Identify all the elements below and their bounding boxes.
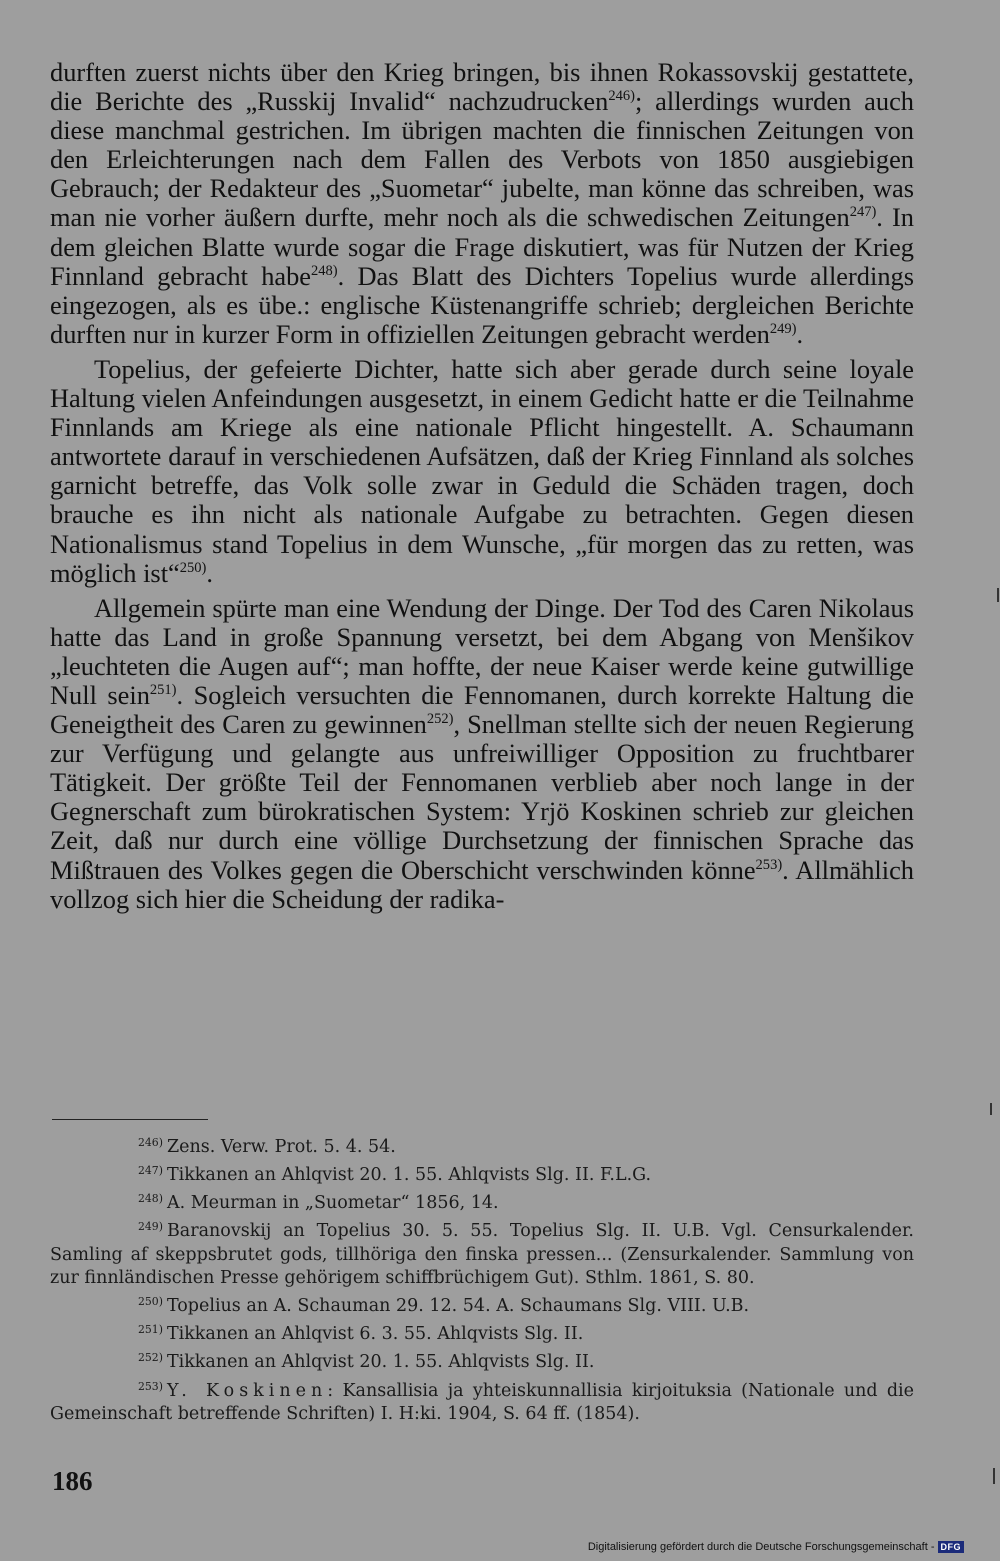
- text-run: Topelius, der gefeierte Dichter, hatte sich aber gerade durch seine loyale Haltung vielen Anfeindungen ausgesetzt, in einem Gedicht hatte er die Teilnahme Finnlands am Kriege als eine nationale Pflicht hingestellt. A. Schaumann antwortete darauf in verschiedenen Aufsätzen, daß der Krieg Finnland als solches garnicht betreffe, das Volk solle zwar in Geduld die Schäden tragen, doch brauche es ihn nicht als nationale Aufgabe zu betrachten. Gegen diesen Nationalismus stand Topelius in dem Wunsche, „für morgen das zu retten, was möglich ist“: [50, 353, 914, 588]
- text-run: . Das Blatt des Dichters Topelius wurde allerdings eingezogen, als es übe.: englische Küstenangriffe schrieb; dergleichen Berichte durften nur in kurzer Form in offiziellen Zeitungen gebracht werden: [50, 260, 914, 349]
- footnote-text: Tikkanen an Ahlqvist 20. 1. 55. Ahlqvists Slg. II.: [166, 1352, 595, 1373]
- footnote-author: Y. Koskinen: [166, 1380, 328, 1401]
- footnote-text: : Kansallisia ja yhteiskunnallisia kirjoituksia (Nationale und die Gemeinschaft betreffende Schriften) I. H:ki. 1904, S. 64 ff. (1854).: [50, 1380, 914, 1424]
- footnote-ref-246[interactable]: 246): [608, 87, 635, 104]
- page-number: 186: [52, 1466, 93, 1496]
- footnote-ref-251[interactable]: 251): [149, 681, 177, 698]
- digitization-footer: [588, 1541, 964, 1553]
- text-run: . Sogleich versuchten die Fennomanen, durch korrekte Haltung die Geneigtheit des Caren zu gewinnen: [50, 679, 914, 740]
- footnote-text: Baranovskij an Topelius 30. 5. 55. Topelius Slg. II. U.B. Vgl. Censurkalender. Samling af skeppsbrutet gods, tillhöriga den finska pressen... (Zensurkalender. Sammlung von zur finnländischen Presse gehörigem schiffbrüchigem Gut). Sthlm. 1861, S. 80.: [50, 1221, 914, 1288]
- text-run: . Allmählich vollzog sich hier die Scheidung der radika-: [50, 854, 914, 914]
- paragraph-2: [50, 355, 914, 588]
- footnote-number: 247): [138, 1164, 163, 1178]
- footnote-251: [50, 1318, 914, 1346]
- footnote-number: 251): [138, 1323, 163, 1337]
- footnote-ref-253[interactable]: 253): [755, 856, 783, 873]
- footnote-246: [50, 1131, 914, 1159]
- footnote-number: 250): [138, 1295, 163, 1309]
- footnotes: [50, 1131, 914, 1426]
- scan-edge-mark: [990, 1103, 992, 1115]
- footer-text: Digitalisierung gefördert durch die Deutsche Forschungsgemeinschaft -: [587, 1541, 935, 1553]
- footnote-ref-248[interactable]: 248): [311, 262, 338, 279]
- footnote-number: 246): [138, 1136, 163, 1149]
- text-run: .: [206, 557, 213, 588]
- scan-edge-mark: [997, 588, 999, 602]
- footnote-250: [50, 1290, 914, 1318]
- text-run: . In dem gleichen Blatte wurde sogar die Frage diskutiert, was für Nutzen der Krieg Finnland gebracht habe: [50, 202, 914, 291]
- paragraph-3: [50, 594, 914, 914]
- text-run: , Snellman stellte sich der neuen Regierung zur Verfügung und gelangte aus unfreiwilliger Opposition zu fruchtbarer Tätigkeit. Der größte Teil der Fennomanen verblieb aber noch lange in der Gegnerschaft zum bürokratischen System: Yrjö Koskinen schrieb zur gleichen Zeit, daß nur durch eine völlige Durchsetzung der finnischen Sprache das Mißtrauen des Volkes gegen die Oberschicht verschwinden könne: [50, 709, 914, 885]
- footnote-text: Tikkanen an Ahlqvist 20. 1. 55. Ahlqvists Slg. II. F.L.G.: [166, 1165, 652, 1186]
- footnote-248: [50, 1187, 914, 1215]
- footnote-ref-247[interactable]: 247): [849, 204, 877, 221]
- text-run: Allgemein spürte man eine Wendung der Dinge. Der Tod des Caren Nikolaus hatte das Land in große Spannung versetzt, bei dem Abgang von Menšikov „leuchteten die Augen auf“; man hoffte, der neue Kaiser werde keine gutwillige Null sein: [50, 592, 914, 710]
- paragraph-1: [50, 58, 914, 349]
- footnote-ref-250[interactable]: 250): [179, 559, 207, 576]
- footnote-ref-249[interactable]: 249): [769, 320, 797, 337]
- footnote-number: 249): [138, 1220, 163, 1234]
- scan-edge-mark: [993, 1468, 995, 1484]
- text-run: .: [796, 318, 804, 349]
- footnote-249: [50, 1215, 914, 1290]
- footnote-252: [50, 1346, 914, 1374]
- footnote-text: A. Meurman in „Suometar“ 1856, 14.: [166, 1193, 499, 1214]
- footnote-number: 253): [138, 1379, 163, 1393]
- main-text: [50, 58, 914, 914]
- text-run: durften zuerst nichts über den Krieg bringen, bis ihnen Rokassovskij gestattete, die Berichte des „Russkij Invalid“ nachzudrucken: [50, 57, 914, 117]
- dfg-logo-icon: DFG: [938, 1541, 965, 1553]
- footnote-divider: [52, 1119, 208, 1120]
- footnote-text: Topelius an A. Schauman 29. 12. 54. A. Schaumans Slg. VIII. U.B.: [166, 1295, 750, 1316]
- footnote-text: Tikkanen an Ahlqvist 6. 3. 55. Ahlqvists Slg. II.: [166, 1324, 584, 1345]
- footnote-247: [50, 1159, 914, 1187]
- footnote-253: [50, 1375, 914, 1426]
- footnote-text: Zens. Verw. Prot. 5. 4. 54.: [166, 1136, 396, 1157]
- text-run: ; allerdings wurden auch diese manchmal gestrichen. Im übrigen machten die finnischen Zeitungen von den Erleichterungen nach dem Fallen des Verbots von 1850 ausgiebigen Gebrauch; der Redakteur des „Suometar“ jubelte, man könne das schreiben, was man nie vorher äußern durfte, mehr noch als die schwedischen Zeitungen: [50, 86, 914, 233]
- footnote-number: 248): [138, 1192, 163, 1206]
- footnote-ref-252[interactable]: 252): [426, 710, 454, 727]
- footnote-number: 252): [138, 1351, 163, 1365]
